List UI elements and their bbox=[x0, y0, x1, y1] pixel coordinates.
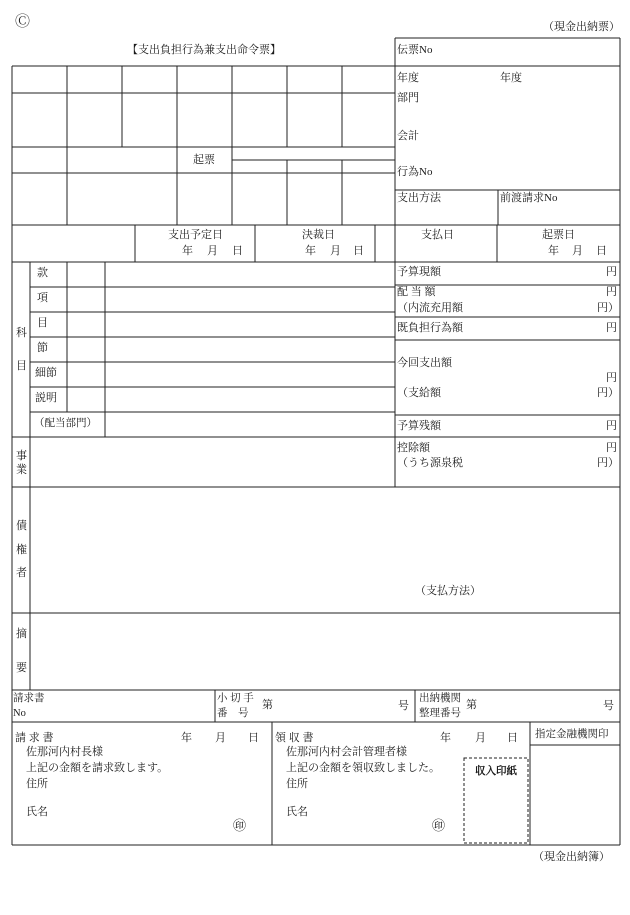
receipt-address-label: 住所 bbox=[286, 778, 308, 790]
grid-lines bbox=[12, 38, 620, 845]
treasury-no-dai: 第 bbox=[466, 699, 477, 711]
fiscal-year-label-2: 年度 bbox=[500, 72, 522, 84]
payment-date-label: 支払日 bbox=[421, 229, 454, 241]
receipt-name-label: 氏名 bbox=[286, 806, 308, 818]
budget-current-yen: 円 bbox=[606, 266, 617, 278]
advance-request-no-label: 前渡請求No bbox=[500, 192, 558, 204]
invoice-no-label: 請求書 bbox=[13, 693, 45, 704]
invoice-address-label: 住所 bbox=[26, 778, 48, 790]
subject-row-setsumei: 説明 bbox=[35, 392, 57, 404]
deduction-yen: 円 bbox=[606, 442, 617, 454]
invoice-year: 年 bbox=[181, 732, 192, 744]
invoice-month: 月 bbox=[215, 732, 226, 744]
revenue-stamp-label: 収入印紙 bbox=[475, 766, 517, 777]
scheduled-day: 日 bbox=[232, 245, 243, 257]
drafted-month: 月 bbox=[572, 245, 583, 257]
project-label-1: 事 bbox=[16, 450, 27, 462]
receipt-title: 領 収 書 bbox=[275, 732, 314, 744]
payment-amount-label: （支給額 bbox=[397, 387, 441, 399]
check-no-label-2: 番 号 bbox=[217, 708, 249, 719]
budget-current-label: 予算現額 bbox=[397, 266, 441, 278]
copy-label-bottom: （現金出納簿） bbox=[533, 851, 610, 863]
form-mark: Ⓒ bbox=[15, 14, 31, 30]
invoice-seal-mark: ㊞ bbox=[233, 818, 247, 833]
receipt-year: 年 bbox=[440, 732, 451, 744]
internal-transfer-label: （内流充用額 bbox=[397, 302, 463, 314]
approval-year: 年 bbox=[305, 245, 316, 257]
invoice-title: 請 求 書 bbox=[15, 732, 54, 744]
treasury-no-label: 出納機関 bbox=[419, 693, 461, 704]
receipt-month: 月 bbox=[475, 732, 486, 744]
account-label: 会計 bbox=[397, 130, 419, 142]
approval-day: 日 bbox=[353, 245, 364, 257]
scheduled-year: 年 bbox=[182, 245, 193, 257]
invoice-statement: 上記の金額を請求致します。 bbox=[26, 762, 169, 774]
creditor-label-2: 権 bbox=[16, 544, 27, 556]
receipt-addressee: 佐那河内村会計管理者様 bbox=[286, 746, 407, 758]
internal-transfer-yen: 円） bbox=[597, 302, 619, 314]
withholding-tax-label: （うち源泉税 bbox=[397, 457, 463, 469]
subject-row-moku: 目 bbox=[37, 317, 48, 329]
drafted-year: 年 bbox=[548, 245, 559, 257]
payment-amount-yen: 円） bbox=[597, 387, 619, 399]
payment-method-label: 支出方法 bbox=[397, 192, 441, 204]
slip-no-label: 伝票No bbox=[397, 44, 433, 56]
receipt-seal-mark: ㊞ bbox=[432, 818, 446, 833]
subject-label-2: 目 bbox=[16, 360, 27, 372]
check-no-dai: 第 bbox=[262, 699, 273, 711]
invoice-addressee: 佐那河内村長様 bbox=[26, 746, 103, 758]
approval-date-label: 決裁日 bbox=[302, 229, 335, 241]
this-payment-yen: 円 bbox=[606, 372, 617, 384]
subject-row-saisetsu: 細節 bbox=[35, 367, 57, 379]
subject-row-setsu: 節 bbox=[37, 342, 48, 354]
subject-label-1: 科 bbox=[16, 327, 27, 339]
project-label-2: 業 bbox=[16, 464, 27, 476]
budget-remaining-label: 予算残額 bbox=[397, 420, 441, 432]
receipt-statement: 上記の金額を領収致しました。 bbox=[286, 762, 440, 774]
summary-label-2: 要 bbox=[16, 662, 27, 674]
allocation-dept-label: （配当部門） bbox=[34, 418, 97, 429]
drafted-date-label: 起票日 bbox=[542, 229, 575, 241]
check-no-label: 小 切 手 bbox=[217, 693, 254, 704]
allocation-label: 配 当 額 bbox=[397, 286, 436, 298]
prior-commitment-label: 既負担行為額 bbox=[397, 322, 463, 334]
invoice-day: 日 bbox=[248, 732, 259, 744]
treasury-no-label-2: 整理番号 bbox=[419, 708, 461, 719]
this-payment-label: 今回支出額 bbox=[397, 357, 452, 369]
subject-row-kou: 項 bbox=[37, 292, 48, 304]
action-no-label: 行為No bbox=[397, 166, 433, 178]
invoice-no-label-no: No bbox=[13, 708, 26, 719]
form-title: 【支出負担行為兼支出命令票】 bbox=[127, 44, 281, 56]
approval-month: 月 bbox=[330, 245, 341, 257]
budget-remaining-yen: 円 bbox=[606, 420, 617, 432]
prior-commitment-yen: 円 bbox=[606, 322, 617, 334]
fiscal-year-label: 年度 bbox=[397, 72, 419, 84]
allocation-yen: 円 bbox=[606, 286, 617, 298]
creditor-label-1: 債 bbox=[16, 520, 27, 532]
withholding-tax-yen: 円） bbox=[597, 457, 619, 469]
department-label: 部門 bbox=[397, 92, 419, 104]
drafting-label: 起票 bbox=[193, 154, 215, 166]
treasury-no-go: 号 bbox=[603, 700, 614, 712]
check-no-go: 号 bbox=[398, 700, 409, 712]
creditor-payment-method-label: （支払方法） bbox=[415, 585, 481, 597]
deduction-label: 控除額 bbox=[397, 442, 430, 454]
scheduled-month: 月 bbox=[207, 245, 218, 257]
copy-label-top: （現金出納票） bbox=[543, 21, 620, 33]
drafted-day: 日 bbox=[596, 245, 607, 257]
invoice-name-label: 氏名 bbox=[26, 806, 48, 818]
bank-seal-label: 指定金融機関印 bbox=[535, 729, 609, 740]
summary-label-1: 摘 bbox=[16, 628, 27, 640]
receipt-day: 日 bbox=[507, 732, 518, 744]
creditor-label-3: 者 bbox=[16, 567, 27, 579]
subject-row-kan: 款 bbox=[37, 267, 48, 279]
scheduled-date-label: 支出予定日 bbox=[168, 229, 223, 241]
